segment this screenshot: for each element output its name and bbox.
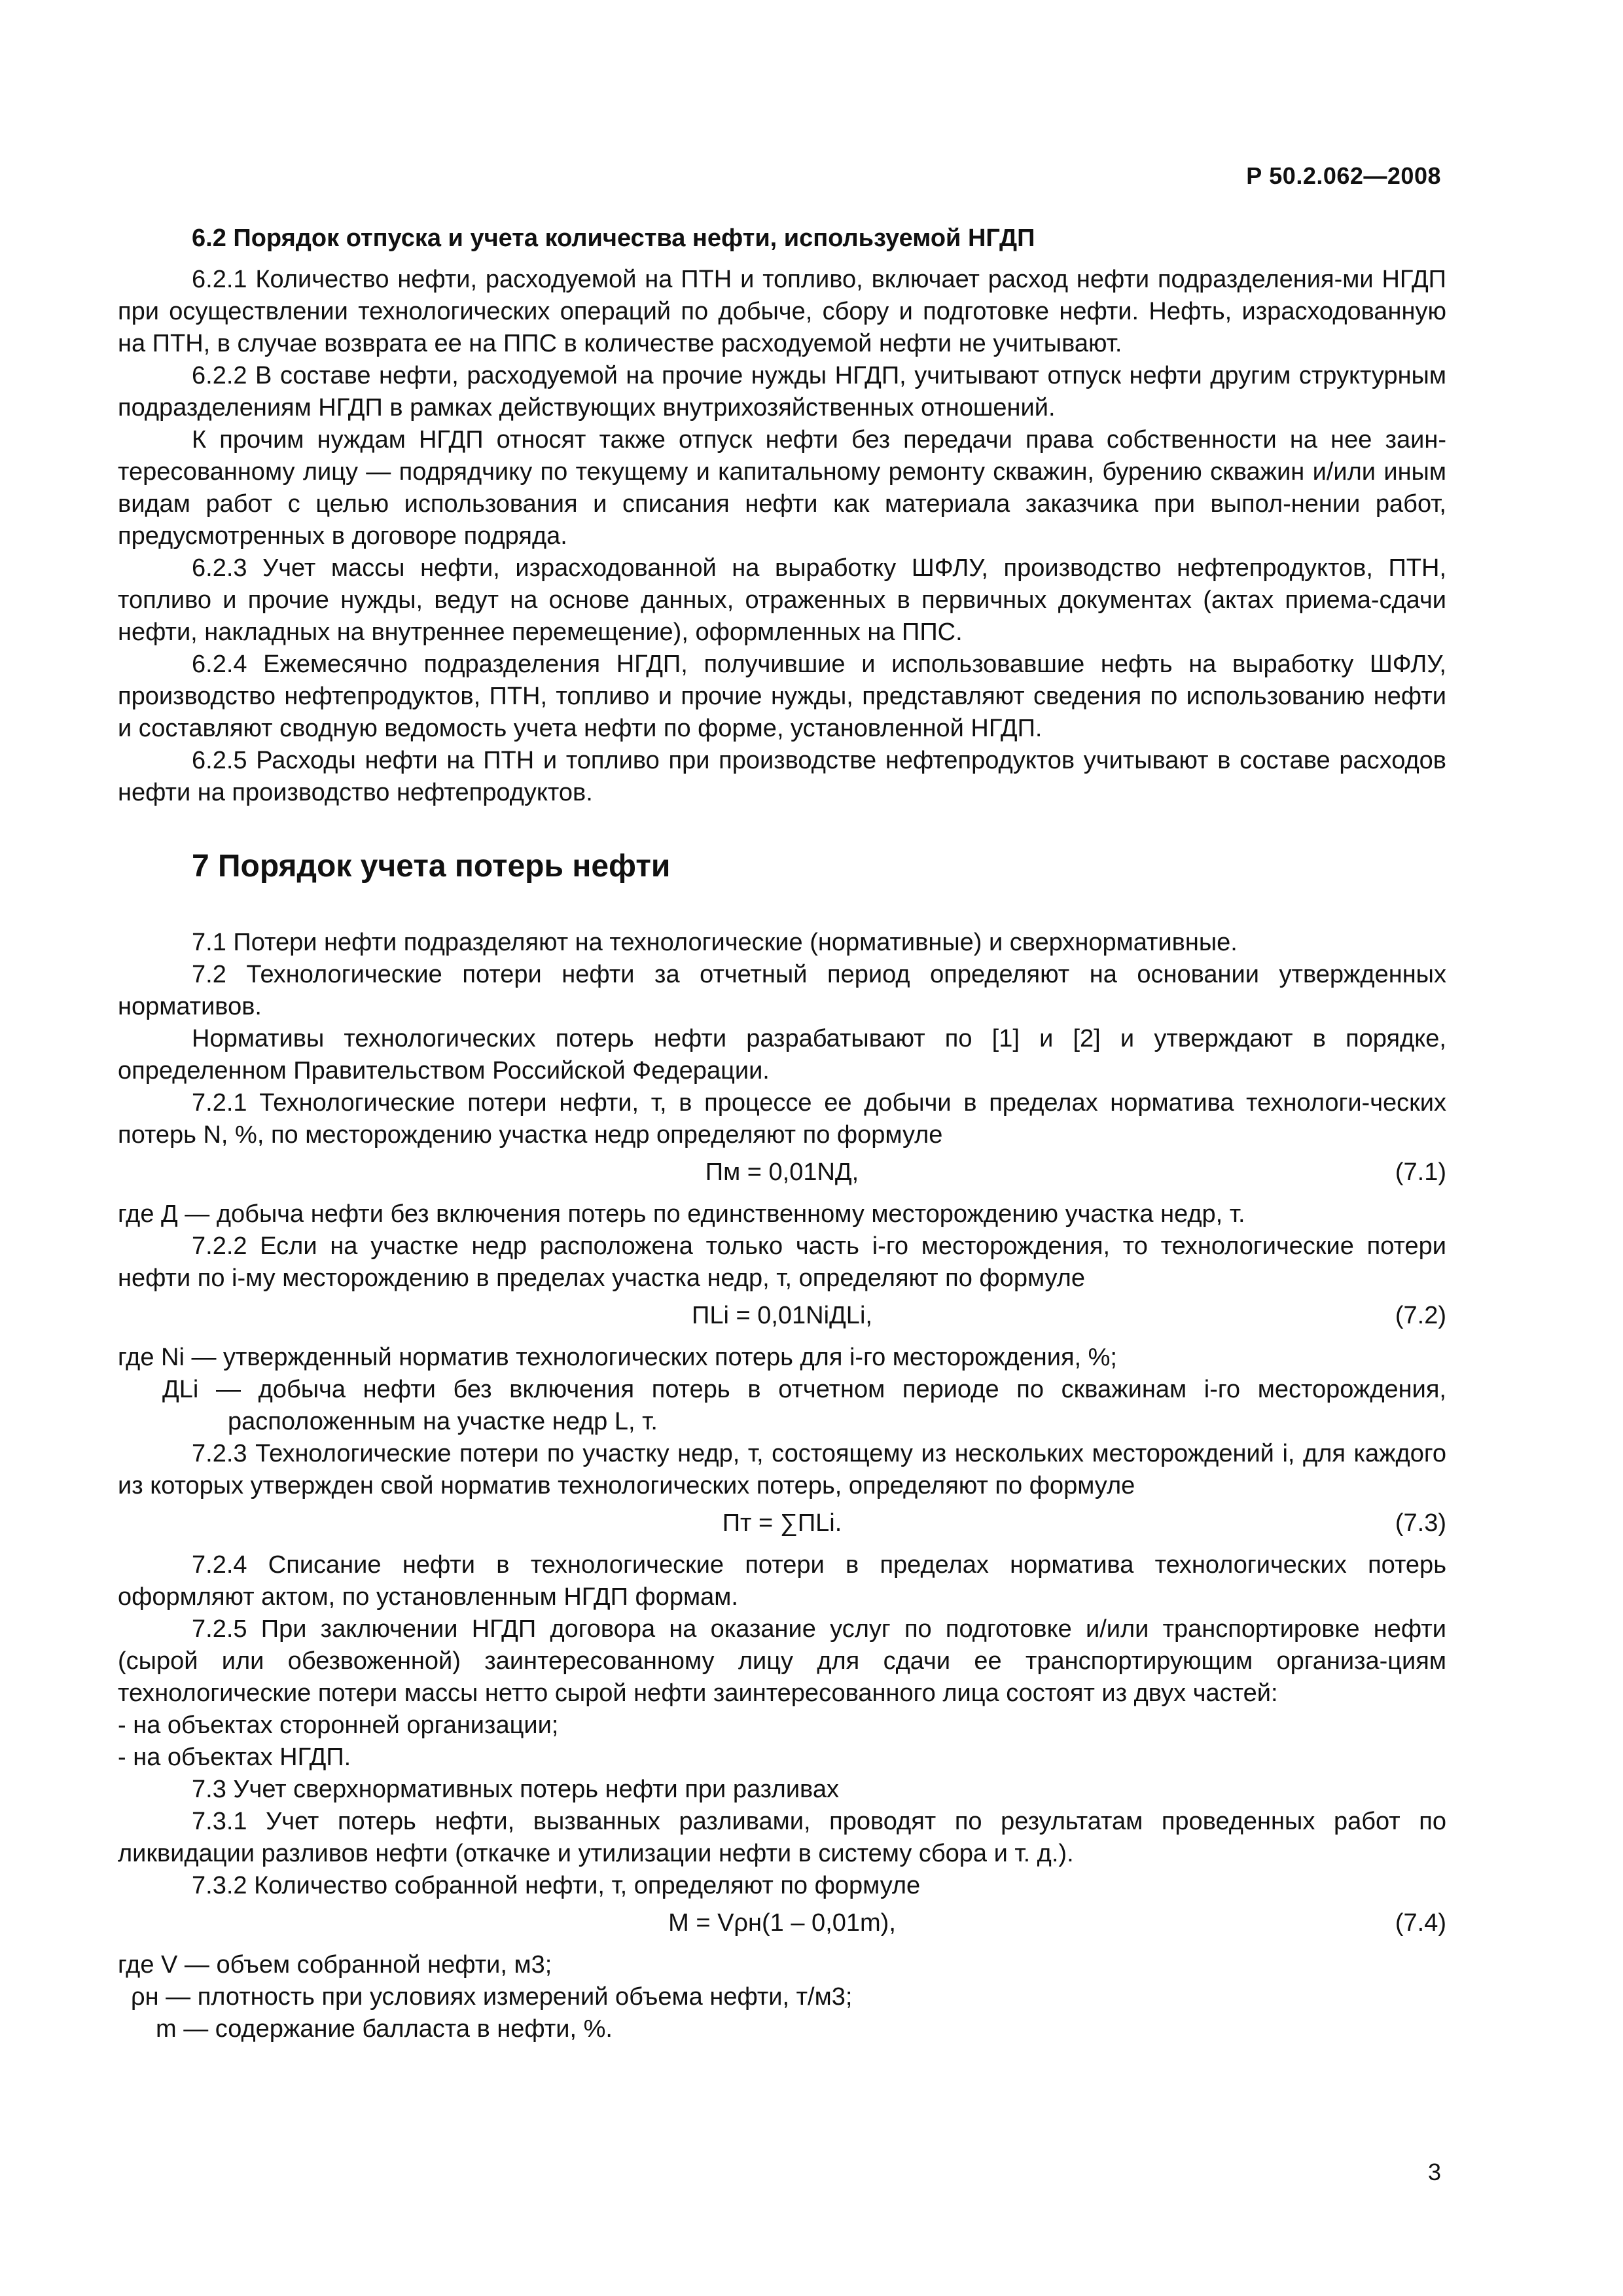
where-clause-7-2-a: где Ni — утвержденный норматив технологических потерь для i-го месторождения, %; — [118, 1344, 1117, 1371]
formula-number: (7.2) — [1395, 1302, 1446, 1329]
page-number: 3 — [1427, 2159, 1441, 2185]
paragraph-6-2-3: 6.2.3 Учет массы нефти, израсходованной на выработку ШФЛУ, производство нефтепродуктов, ПТН, топливо и прочие нужды, ведут на основе данных, отраженных в первичных документах (актах приема-сдачи нефти, накладных на внутреннее перемещение), оформленных на ППС. — [118, 554, 1446, 646]
paragraph-7-3: 7.3 Учет сверхнормативных потерь нефти при разливах — [192, 1776, 839, 1803]
paragraph-6-2-2-cont: К прочим нуждам НГДП относят также отпуск нефти без передачи права собственности на нее заин-тересованному лицу — подрядчику по текущему и капитальному ремонту скважин, бурению скважин и/или иным видам работ с целью использования и списания нефти как материала заказчика при выпол-нении работ, предусмотренных в договоре подряда. — [118, 426, 1446, 550]
paragraph-7-3-1: 7.3.1 Учет потерь нефти, вызванных разливами, проводят по результатам проведенных работ по ликвидации разливов нефти (откачке и утилизации нефти в систему сбора и т. д.). — [118, 1808, 1446, 1867]
formula-expression: Пт = ∑ПLi. — [722, 1509, 842, 1537]
paragraph-7-3-2: 7.3.2 Количество собранной нефти, т, определяют по формуле — [192, 1872, 921, 1899]
formula-expression: ПLi = 0,01NiДLi, — [692, 1302, 872, 1329]
section-title-7: 7 Порядок учета потерь нефти — [192, 849, 671, 884]
formula-7-4 — [118, 1907, 1446, 1946]
where-clause-7-1: где Д — добыча нефти без включения потерь по единственному месторождению участка недр, т. — [118, 1200, 1245, 1228]
formula-expression: Пм = 0,01NД, — [705, 1158, 859, 1186]
paragraph-6-2-4: 6.2.4 Ежемесячно подразделения НГДП, получившие и использовавшие нефть на выработку ШФЛУ, производство нефтепродуктов, ПТН, топливо и прочие нужды, представляют сведения по использованию нефти и составляют сводную ведомость учета нефти по форме, установленной НГДП. — [118, 651, 1446, 742]
subsection-title-6-2: 6.2 Порядок отпуска и учета количества нефти, используемой НГДП — [192, 224, 1035, 252]
paragraph-7-2-4: 7.2.4 Списание нефти в технологические потери в пределах норматива технологических потерь оформляют актом, по установленным НГДП формам. — [118, 1551, 1446, 1611]
where-clause-7-4-b: ρн — плотность при условиях измерений объема нефти, т/м3; — [131, 1983, 853, 2011]
where-clause-7-2-b: ДLi — добыча нефти без включения потерь в отчетном периоде по скважинам i-го месторождения, расположенным на участке недр L, т. — [162, 1376, 1446, 1435]
list-item: - на объектах сторонней организации; — [118, 1712, 559, 1739]
where-clause-7-4-c: m — содержание балласта в нефти, %. — [156, 2015, 613, 2043]
paragraph-6-2-1: 6.2.1 Количество нефти, расходуемой на ПТН и топливо, включает расход нефти подразделения-ми НГДП при осуществлении технологических операций по добыче, сбору и подготовке нефти. Нефть, израсходованную на ПТН, в случае возврата ее на ППС в количестве расходуемой нефти не учитывают. — [118, 266, 1446, 357]
formula-expression: M = Vρн(1 – 0,01m), — [668, 1909, 896, 1937]
document-number: Р 50.2.062—2008 — [1246, 162, 1441, 189]
paragraph-7-2-2: 7.2.2 Если на участке недр расположена только часть i-го месторождения, то технологические потери нефти по i-му месторождению в пределах участка недр, т, определяют по формуле — [118, 1232, 1446, 1292]
paragraph-7-2: 7.2 Технологические потери нефти за отчетный период определяют на основании утвержденных нормативов. — [118, 961, 1446, 1020]
paragraph-6-2-5: 6.2.5 Расходы нефти на ПТН и топливо при производстве нефтепродуктов учитывают в составе расходов нефти на производство нефтепродуктов. — [118, 747, 1446, 806]
formula-number: (7.4) — [1395, 1909, 1446, 1937]
formula-number: (7.1) — [1395, 1158, 1446, 1186]
paragraph-7-2-5: 7.2.5 При заключении НГДП договора на оказание услуг по подготовке и/или транспортировке нефти (сырой или обезвоженной) заинтересованному лицу для сдачи ее транспортирующим организа-циям технологические потери массы нетто сырой нефти заинтересованного лица состоят из двух частей: — [118, 1615, 1446, 1707]
paragraph-7-1: 7.1 Потери нефти подразделяют на технологические (нормативные) и сверхнормативные. — [192, 929, 1238, 956]
formula-7-3 — [118, 1507, 1446, 1547]
paragraph-7-2-cont: Нормативы технологических потерь нефти разрабатывают по [1] и [2] и утверждают в порядке, определенном Правительством Российской Федерации. — [118, 1025, 1446, 1085]
document-body — [118, 223, 1446, 2045]
paragraph-7-2-1: 7.2.1 Технологические потери нефти, т, в процессе ее добычи в пределах норматива технологи-ческих потерь N, %, по месторождению участка недр определяют по формуле — [118, 1089, 1446, 1149]
paragraph-7-2-3: 7.2.3 Технологические потери по участку недр, т, состоящему из нескольких месторождений i, для каждого из которых утвержден свой норматив технологических потерь, определяют по формуле — [118, 1440, 1446, 1499]
list-item: - на объектах НГДП. — [118, 1744, 351, 1771]
formula-number: (7.3) — [1395, 1509, 1446, 1537]
paragraph-6-2-2: 6.2.2 В составе нефти, расходуемой на прочие нужды НГДП, учитывают отпуск нефти другим структурным подразделениям НГДП в рамках действующих внутрихозяйственных отношений. — [118, 362, 1446, 422]
formula-7-1 — [118, 1157, 1446, 1196]
formula-7-2 — [118, 1300, 1446, 1339]
where-clause-7-4-a: где V — объем собранной нефти, м3; — [118, 1951, 552, 1979]
